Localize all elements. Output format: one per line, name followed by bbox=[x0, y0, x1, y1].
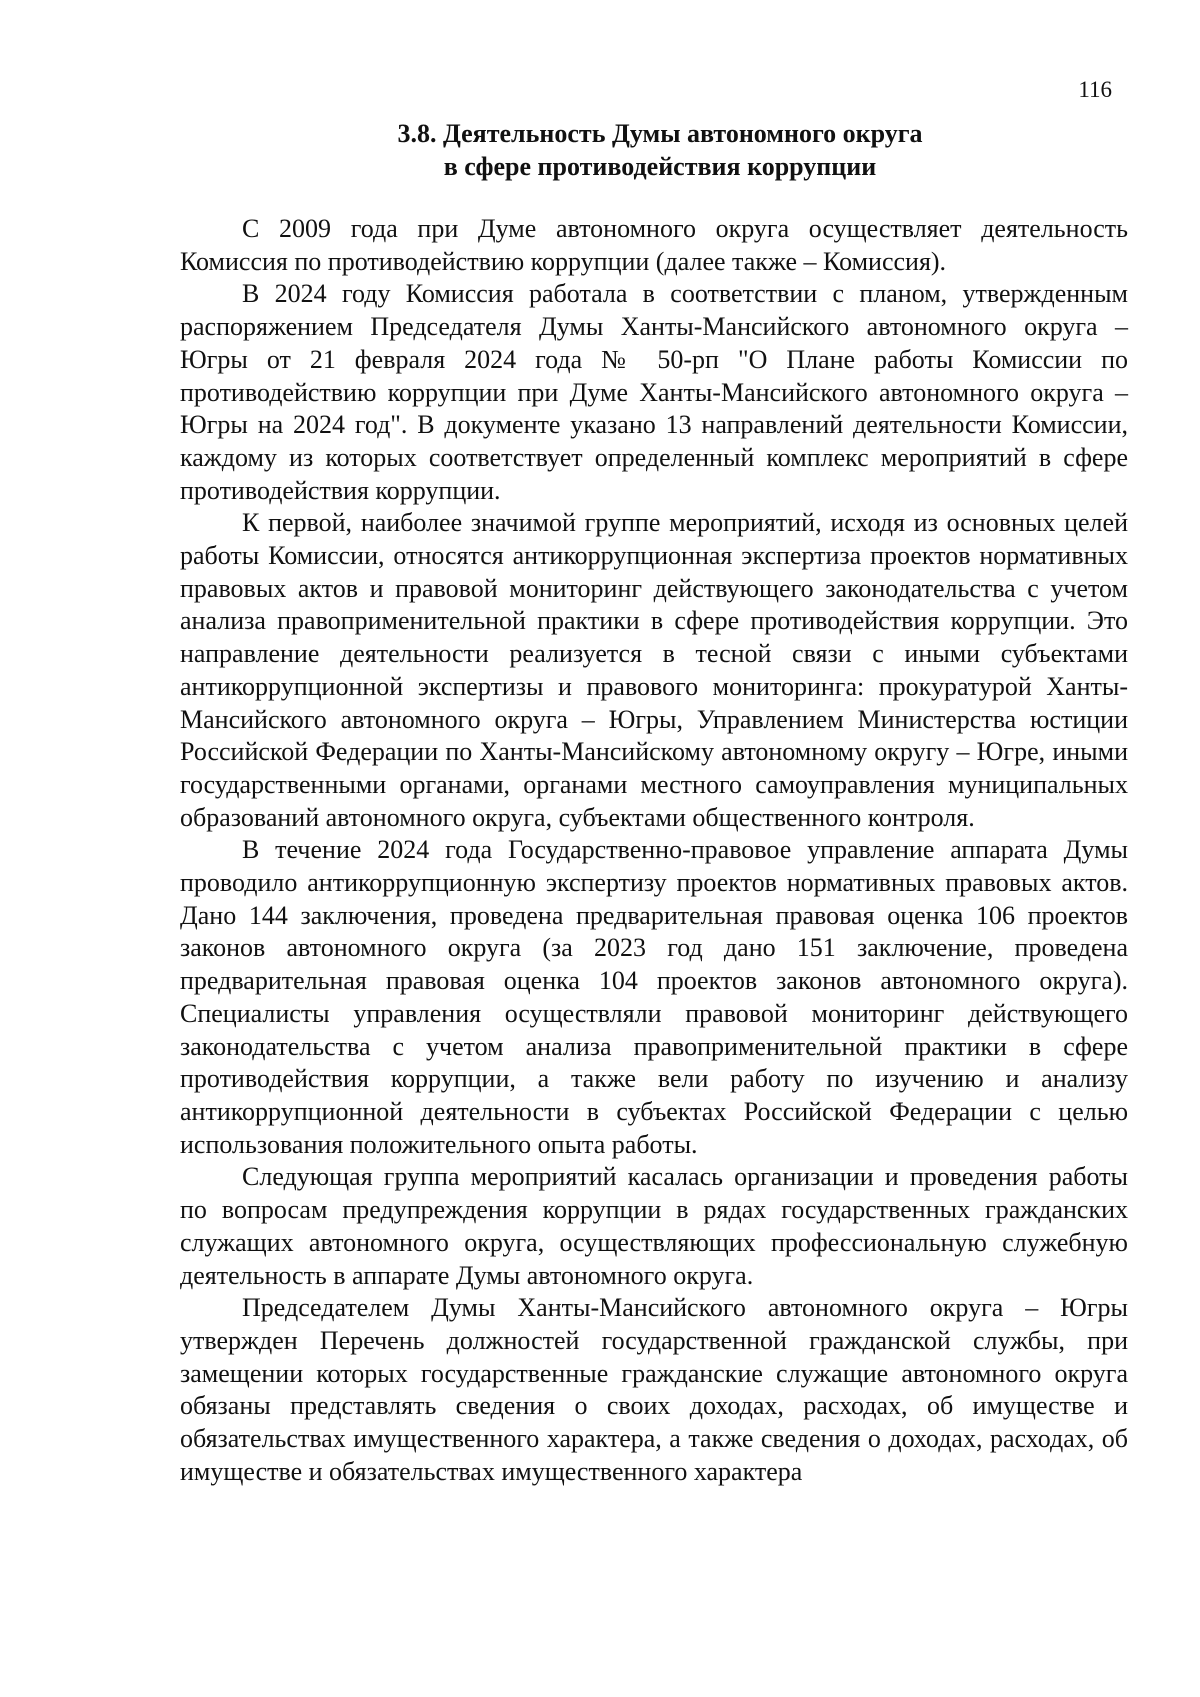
paragraph-commission-intro: С 2009 года при Думе автономного округа осуществляет деятельность Комиссия по противодействию коррупции (далее также – Комиссия). bbox=[180, 214, 1128, 276]
body-text bbox=[180, 213, 1128, 1488]
paragraph-expertise: К первой, наиболее значимой группе мероприятий, исходя из основных целей работы Комиссии, относятся антикоррупционная экспертиза проектов нормативных правовых актов и правовой мониторинг действующего законодательства с учетом анализа правоприменительной практики в сфере противодействия коррупции. Это направление деятельности реализуется в тесной связи с иными субъектами антикоррупционной экспертизы и правового мониторинга: прокуратурой Ханты-Мансийского автономного округа – Югры, Управлением Министерства юстиции Российской Федерации по Ханты-Мансийскому автономному округу – Югре, иными государственными органами, органами местного самоуправления муниципальных образований автономного округа, субъектами общественного контроля. bbox=[180, 508, 1128, 832]
paragraph-prevention: Следующая группа мероприятий касалась организации и проведения работы по вопросам предупреждения коррупции в рядах государственных гражданских служащих автономного округа, осуществляющих профессиональную служебную деятельность в аппарате Думы автономного округа. bbox=[180, 1162, 1128, 1290]
section-heading-line-1: 3.8. Деятельность Думы автономного округа bbox=[397, 119, 923, 148]
section-heading-line-2: в сфере противодействия коррупции bbox=[443, 152, 877, 181]
paragraph-2024-results: В течение 2024 года Государственно-правовое управление аппарата Думы проводило антикоррупционную экспертизу проектов нормативных правовых актов. Дано 144 заключения, проведена предварительная правовая оценка 106 проектов законов автономного округа (за 2023 год дано 151 заключение, проведена предварительная правовая оценка 104 проектов законов автономного округа). Специалисты управления осуществляли правовой мониторинг действующего законодательства с учетом анализа правоприменительной практики в сфере противодействия коррупции, а также вели работу по изучению и анализу антикоррупционной деятельности в субъектах Российской Федерации с целью использования положительного опыта работы. bbox=[180, 835, 1128, 1159]
section-heading bbox=[180, 117, 1140, 183]
paragraph-positions-list: Председателем Думы Ханты-Мансийского автономного округа – Югры утвержден Перечень должностей государственной гражданской службы, при замещении которых государственные гражданские служащие автономного округа обязаны представлять сведения о своих доходах, расходах, об имуществе и обязательствах имущественного характера, а также сведения о доходах, расходах, об имуществе и обязательствах имущественного характера bbox=[180, 1293, 1128, 1486]
page-number: 116 bbox=[1078, 77, 1112, 102]
paragraph-work-plan: В 2024 году Комиссия работала в соответствии с планом, утвержденным распоряжением Председателя Думы Ханты-Мансийского автономного округа – Югры от 21 февраля 2024 года № 50-рп "О Плане работы Комиссии по противодействию коррупции при Думе Ханты-Мансийского автономного округа – Югры на 2024 год". В документе указано 13 направлений деятельности Комиссии, каждому из которых соответствует определенный комплекс мероприятий в сфере противодействия коррупции. bbox=[180, 279, 1128, 505]
